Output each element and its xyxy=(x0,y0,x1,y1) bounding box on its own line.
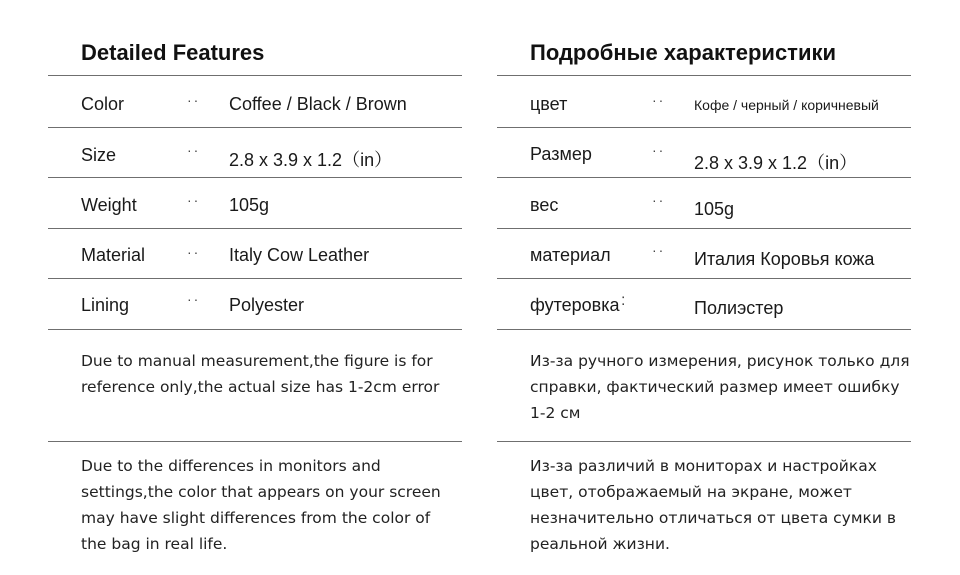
spec-value: 105g xyxy=(229,195,270,215)
spec-value: 105g xyxy=(694,199,735,219)
measurement-note: Из-за ручного измерения, рисунок только для справки, фактический размер имеет ошибку 1-2 см xyxy=(530,352,910,422)
separator-mark: ·· xyxy=(187,142,201,158)
spec-value: Кофе / черный / коричневый xyxy=(694,97,879,113)
separator-mark: : xyxy=(621,292,628,309)
separator-mark: ·· xyxy=(652,242,666,258)
spec-label: вес xyxy=(530,195,559,215)
spec-row-color xyxy=(497,76,911,126)
spec-label: Size xyxy=(81,145,117,165)
divider xyxy=(48,329,462,330)
spec-label: Color xyxy=(81,94,125,114)
spec-row-lining xyxy=(497,279,911,329)
separator-mark: ·· xyxy=(187,192,201,208)
spec-row-size xyxy=(497,128,911,178)
divider xyxy=(497,441,911,442)
separator-mark: ·· xyxy=(652,192,666,208)
separator-mark: ·· xyxy=(652,92,666,108)
spec-label: материал xyxy=(530,245,611,265)
spec-value: Italy Cow Leather xyxy=(229,245,370,265)
spec-row-lining xyxy=(48,279,462,329)
spec-row-material xyxy=(497,229,911,279)
spec-label: Material xyxy=(81,245,146,265)
spec-row-weight xyxy=(497,178,911,228)
separator-mark: ·· xyxy=(187,244,201,260)
spec-label: Weight xyxy=(81,195,137,215)
measurement-note: Due to manual measurement,the figure is for reference only,the actual size has 1-2cm error xyxy=(81,352,440,396)
separator-mark: ·· xyxy=(187,291,201,307)
spec-value: 2.8 x 3.9 x 1.2（in） xyxy=(229,150,393,170)
divider xyxy=(497,329,911,330)
spec-value: Полиэстер xyxy=(694,298,784,318)
spec-value: Coffee / Black / Brown xyxy=(229,94,407,114)
spec-value: Polyester xyxy=(229,295,305,315)
separator-mark: ·· xyxy=(187,92,201,108)
spec-row-color xyxy=(48,76,462,126)
spec-row-size xyxy=(48,128,462,178)
spec-label: цвет xyxy=(530,94,568,114)
spec-row-weight xyxy=(48,178,462,228)
divider xyxy=(48,441,462,442)
spec-label: футеровка xyxy=(530,295,620,315)
color-note: Due to the differences in monitors and settings,the color that appears on your screen may have slight differences from the color of the bag in real life. xyxy=(81,457,441,553)
spec-row-material xyxy=(48,229,462,279)
spec-label: Lining xyxy=(81,295,130,315)
panel-title: Detailed Features xyxy=(81,40,265,65)
color-note: Из-за различий в мониторах и настройках цвет, отображаемый на экране, может незначительно отличаться от цвета сумки в реальной жизни. xyxy=(530,457,897,553)
spec-label: Размер xyxy=(530,144,592,164)
spec-value: 2.8 x 3.9 x 1.2（in） xyxy=(694,153,858,173)
spec-value: Италия Коровья кожа xyxy=(694,249,875,269)
panel-title: Подробные характеристики xyxy=(530,40,837,65)
separator-mark: ·· xyxy=(652,142,666,158)
